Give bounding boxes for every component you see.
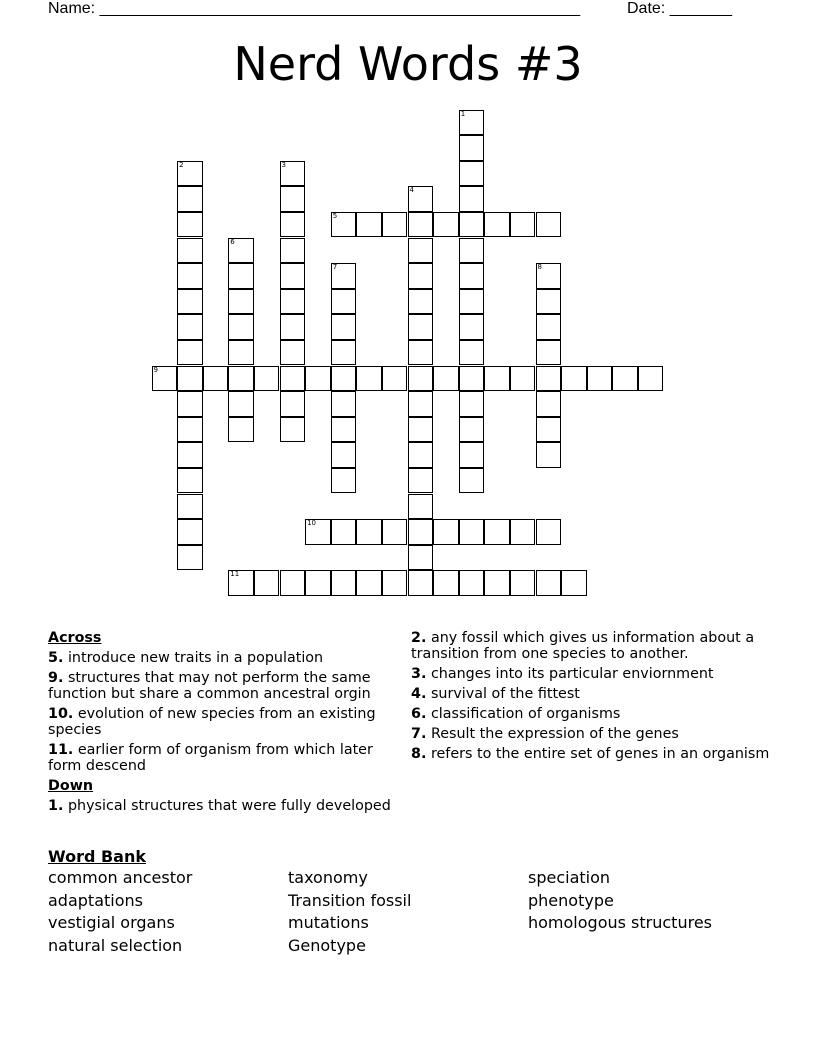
crossword-cell[interactable] <box>408 519 434 545</box>
crossword-cell[interactable] <box>459 391 485 417</box>
word-bank-item: Genotype <box>288 935 366 955</box>
crossword-cell[interactable] <box>356 366 382 392</box>
word-bank-item: taxonomy <box>288 868 368 887</box>
crossword-cell[interactable] <box>382 366 408 392</box>
crossword-cell[interactable] <box>177 391 203 417</box>
crossword-cell[interactable] <box>228 417 254 443</box>
crossword-cell[interactable] <box>408 212 434 238</box>
crossword-cell[interactable] <box>331 391 357 417</box>
crossword-cell[interactable] <box>177 314 203 340</box>
word-bank-item: phenotype <box>528 890 614 910</box>
crossword-cell[interactable] <box>561 366 587 392</box>
crossword-cell[interactable] <box>280 314 306 340</box>
clue-number: 7. <box>411 726 427 742</box>
crossword-cell[interactable] <box>459 238 485 264</box>
crossword-cell[interactable] <box>177 417 203 443</box>
crossword-cell[interactable] <box>408 238 434 264</box>
crossword-cell[interactable] <box>356 570 382 596</box>
crossword-cell[interactable] <box>510 570 536 596</box>
word-bank-item: mutations <box>288 913 369 932</box>
crossword-cell[interactable] <box>280 263 306 289</box>
clue-text: any fossil which gives us information about a transition from one species to another. <box>411 630 755 662</box>
clue-text: survival of the fittest <box>430 686 580 702</box>
crossword-cell[interactable] <box>536 212 562 238</box>
crossword-cell[interactable] <box>331 212 357 238</box>
crossword-cell[interactable] <box>254 366 280 392</box>
clue-number: 5. <box>48 650 64 666</box>
crossword-cell[interactable] <box>408 417 434 443</box>
crossword-cell[interactable] <box>177 340 203 366</box>
crossword-cell[interactable] <box>459 289 485 315</box>
clue-text: changes into its particular enviornment <box>430 666 714 682</box>
down-clue-4 <box>411 686 781 702</box>
cell-number: 5 <box>332 211 338 220</box>
clue-number: 9. <box>48 670 64 686</box>
crossword-cell[interactable] <box>536 366 562 392</box>
cell-number: 4 <box>409 186 414 195</box>
down-clue-1 <box>48 798 398 814</box>
clues-left-column <box>48 630 398 818</box>
crossword-cell[interactable] <box>305 366 331 392</box>
crossword-cell[interactable] <box>408 314 434 340</box>
crossword-cell[interactable] <box>356 212 382 238</box>
across-heading: Across <box>48 630 102 646</box>
crossword-cell[interactable] <box>536 417 562 443</box>
crossword-cell[interactable] <box>228 366 254 392</box>
crossword-cell[interactable] <box>408 570 434 596</box>
crossword-cell[interactable] <box>331 519 357 545</box>
crossword-cell[interactable] <box>331 263 357 289</box>
crossword-cell[interactable] <box>177 263 203 289</box>
word-bank-item: common ancestor <box>48 868 193 887</box>
crossword-cell[interactable] <box>459 570 485 596</box>
clue-text: structures that may not perform the same function but share a common ancestral orgin <box>48 670 371 702</box>
down-clue-2 <box>411 630 781 662</box>
word-bank-item: vestigial organs <box>48 913 175 932</box>
crossword-cell[interactable] <box>280 417 306 443</box>
name-field-label[interactable]: Name: ______________________________________________________ <box>48 0 581 17</box>
cell-number: 1 <box>460 109 466 118</box>
clue-text: earlier form of organism from which later form descend <box>48 742 373 774</box>
crossword-cell[interactable] <box>612 366 638 392</box>
crossword-cell[interactable] <box>382 519 408 545</box>
word-bank-item: speciation <box>528 868 611 887</box>
crossword-cell[interactable] <box>228 238 254 264</box>
crossword-cell[interactable] <box>459 442 485 468</box>
crossword-cell[interactable] <box>433 519 459 545</box>
crossword-cell[interactable] <box>331 570 357 596</box>
clue-text: classification of organisms <box>430 706 621 722</box>
crossword-cell[interactable] <box>177 545 203 571</box>
crossword-cell[interactable] <box>459 110 485 136</box>
crossword-cell[interactable] <box>280 340 306 366</box>
crossword-cell[interactable] <box>228 289 254 315</box>
crossword-cell[interactable] <box>484 366 510 392</box>
crossword-cell[interactable] <box>536 289 562 315</box>
crossword-cell[interactable] <box>459 314 485 340</box>
crossword-cell[interactable] <box>305 519 331 545</box>
crossword-cell[interactable] <box>280 570 306 596</box>
across-clue-11 <box>48 742 398 774</box>
cell-number: 10 <box>307 519 317 528</box>
crossword-cell[interactable] <box>177 519 203 545</box>
down-clue-8 <box>411 746 781 762</box>
clue-number: 4. <box>411 686 427 702</box>
crossword-cell[interactable] <box>536 340 562 366</box>
crossword-cell[interactable] <box>331 366 357 392</box>
crossword-cell[interactable] <box>459 417 485 443</box>
crossword-cell[interactable] <box>228 314 254 340</box>
clue-text: refers to the entire set of genes in an organism <box>430 746 770 762</box>
crossword-cell[interactable] <box>459 212 485 238</box>
crossword-cell[interactable] <box>459 366 485 392</box>
crossword-cell[interactable] <box>408 442 434 468</box>
crossword-cell[interactable] <box>177 494 203 520</box>
crossword-cell[interactable] <box>228 391 254 417</box>
crossword-cell[interactable] <box>280 212 306 238</box>
clue-number: 10. <box>48 706 74 722</box>
clue-number: 8. <box>411 746 427 762</box>
crossword-cell[interactable] <box>433 212 459 238</box>
crossword-cell[interactable] <box>510 519 536 545</box>
clue-text: introduce new traits in a population <box>67 650 324 666</box>
word-bank-item: natural selection <box>48 935 183 955</box>
crossword-cell[interactable] <box>408 366 434 392</box>
down-heading: Down <box>48 778 94 794</box>
across-clue-5 <box>48 650 398 666</box>
crossword-cell[interactable] <box>510 366 536 392</box>
crossword-cell[interactable] <box>203 366 229 392</box>
down-clue-6 <box>411 706 781 722</box>
cell-number: 2 <box>179 160 184 169</box>
down-clue-3 <box>411 666 781 682</box>
crossword-cell[interactable] <box>177 468 203 494</box>
crossword-cell[interactable] <box>587 366 613 392</box>
word-bank-column-3 <box>528 867 712 935</box>
crossword-cell[interactable] <box>382 212 408 238</box>
crossword-cell[interactable] <box>459 263 485 289</box>
crossword-cell[interactable] <box>484 519 510 545</box>
clue-text: evolution of new species from an existing species <box>48 706 376 738</box>
word-bank-column-1 <box>48 867 192 957</box>
clues-right-column <box>411 630 781 766</box>
crossword-cell[interactable] <box>536 263 562 289</box>
crossword-cell[interactable] <box>459 135 485 161</box>
crossword-cell[interactable] <box>433 570 459 596</box>
crossword-cell[interactable] <box>459 186 485 212</box>
cell-number: 7 <box>332 263 338 272</box>
crossword-cell[interactable] <box>177 238 203 264</box>
crossword-cell[interactable] <box>280 161 306 187</box>
crossword-cell[interactable] <box>331 442 357 468</box>
crossword-cell[interactable] <box>459 161 485 187</box>
crossword-cell[interactable] <box>228 340 254 366</box>
cell-number: 11 <box>230 570 240 579</box>
cell-number: 3 <box>281 160 286 169</box>
word-bank-title: Word Bank <box>48 847 147 866</box>
crossword-cell[interactable] <box>305 570 331 596</box>
crossword-cell[interactable] <box>638 366 664 392</box>
crossword-cell[interactable] <box>228 570 254 596</box>
page-title: Nerd Words #3 <box>233 37 583 91</box>
across-clue-10 <box>48 706 398 738</box>
crossword-cell[interactable] <box>484 570 510 596</box>
crossword-cell[interactable] <box>177 289 203 315</box>
clue-number: 6. <box>411 706 427 722</box>
crossword-cell[interactable] <box>280 366 306 392</box>
word-bank-column-2 <box>288 867 411 957</box>
crossword-cell[interactable] <box>536 519 562 545</box>
crossword-cell[interactable] <box>382 570 408 596</box>
crossword-cell[interactable] <box>536 314 562 340</box>
crossword-cell[interactable] <box>408 340 434 366</box>
crossword-cell[interactable] <box>331 417 357 443</box>
crossword-cell[interactable] <box>177 366 203 392</box>
crossword-cell[interactable] <box>459 340 485 366</box>
crossword-cell[interactable] <box>408 263 434 289</box>
crossword-cell[interactable] <box>510 212 536 238</box>
crossword-cell[interactable] <box>536 391 562 417</box>
crossword-cell[interactable] <box>331 340 357 366</box>
crossword-cell[interactable] <box>331 289 357 315</box>
crossword-cell[interactable] <box>408 391 434 417</box>
cell-number: 9 <box>153 365 158 374</box>
crossword-cell[interactable] <box>356 519 382 545</box>
down-clue-7 <box>411 726 781 742</box>
crossword-cell[interactable] <box>177 186 203 212</box>
crossword-cell[interactable] <box>484 212 510 238</box>
crossword-cell[interactable] <box>177 161 203 187</box>
date-field-label[interactable]: Date: _______ <box>627 0 732 17</box>
crossword-cell[interactable] <box>561 570 587 596</box>
cell-number: 6 <box>230 237 235 246</box>
clue-number: 11. <box>48 742 74 758</box>
crossword-cell[interactable] <box>433 366 459 392</box>
cell-number: 8 <box>537 263 542 272</box>
word-bank-item: homologous structures <box>528 913 712 932</box>
crossword-cell[interactable] <box>254 570 280 596</box>
crossword-cell[interactable] <box>228 263 254 289</box>
crossword-cell[interactable] <box>408 186 434 212</box>
crossword-cell[interactable] <box>280 289 306 315</box>
crossword-cell[interactable] <box>408 494 434 520</box>
clue-number: 2. <box>411 630 427 646</box>
crossword-cell[interactable] <box>408 468 434 494</box>
crossword-cell[interactable] <box>152 366 178 392</box>
clue-text: physical structures that were fully developed <box>67 798 391 814</box>
across-clue-9 <box>48 670 398 702</box>
crossword-cell[interactable] <box>177 442 203 468</box>
crossword-cell[interactable] <box>408 545 434 571</box>
crossword-cell[interactable] <box>536 442 562 468</box>
crossword-cell[interactable] <box>280 238 306 264</box>
word-bank-item: Transition fossil <box>288 890 412 910</box>
crossword-cell[interactable] <box>177 212 203 238</box>
crossword-cell[interactable] <box>280 391 306 417</box>
crossword-cell[interactable] <box>459 519 485 545</box>
crossword-cell[interactable] <box>280 186 306 212</box>
crossword-cell[interactable] <box>536 570 562 596</box>
crossword-cell[interactable] <box>459 468 485 494</box>
crossword-cell[interactable] <box>331 314 357 340</box>
clue-number: 3. <box>411 666 427 682</box>
crossword-cell[interactable] <box>408 289 434 315</box>
word-bank-item: adaptations <box>48 890 143 910</box>
clue-number: 1. <box>48 798 64 814</box>
crossword-cell[interactable] <box>331 468 357 494</box>
clue-text: Result the expression of the genes <box>430 726 679 742</box>
